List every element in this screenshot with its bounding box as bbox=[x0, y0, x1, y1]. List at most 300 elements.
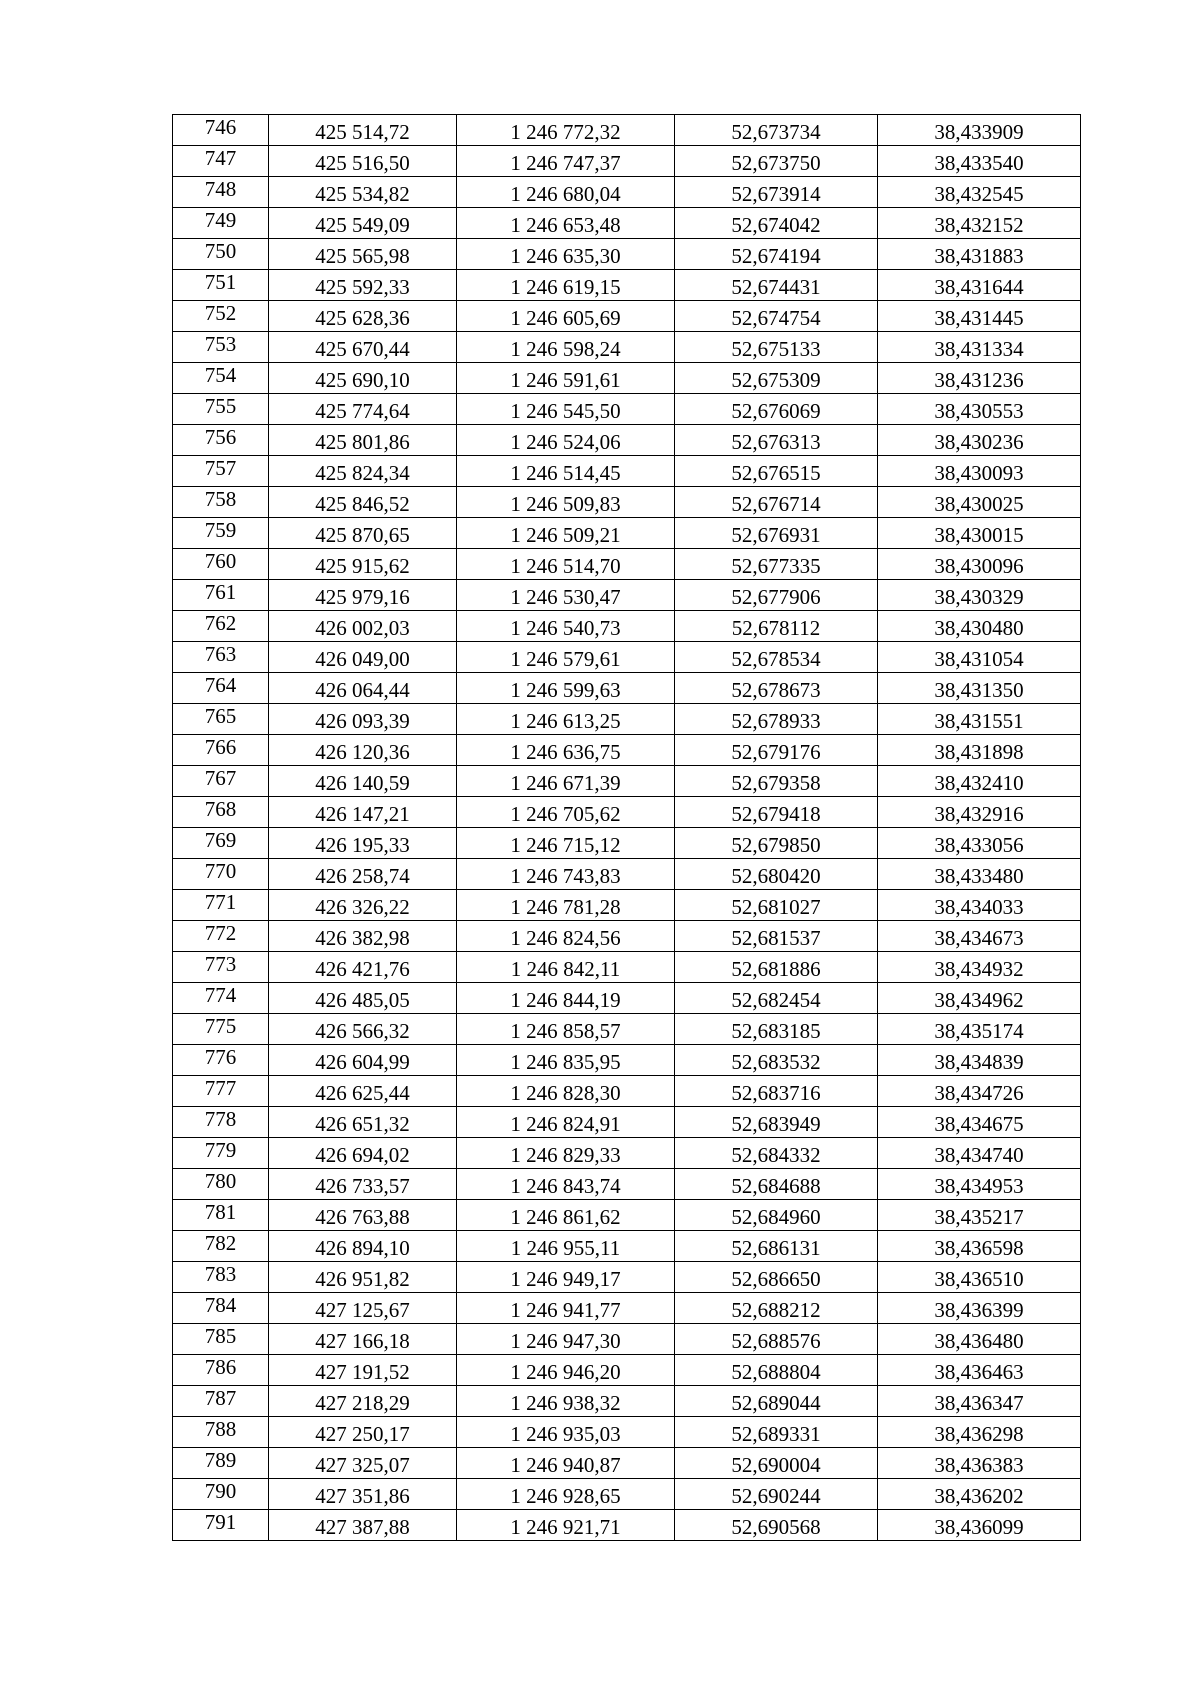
x-coordinate-value: 425 846,52 bbox=[315, 492, 410, 516]
x-coordinate-value: 425 514,72 bbox=[315, 120, 410, 144]
y-coordinate-cell bbox=[457, 859, 675, 890]
longitude-value: 38,434962 bbox=[934, 988, 1024, 1012]
latitude-value: 52,679418 bbox=[731, 802, 821, 826]
longitude-value: 38,430553 bbox=[934, 399, 1024, 423]
point-number-value: 782 bbox=[204, 1231, 237, 1255]
point-number-value: 769 bbox=[204, 828, 237, 852]
longitude-value: 38,436099 bbox=[934, 1515, 1024, 1539]
x-coordinate-cell bbox=[269, 735, 457, 766]
x-coordinate-cell bbox=[269, 177, 457, 208]
x-coordinate-value: 425 628,36 bbox=[315, 306, 410, 330]
y-coordinate-cell bbox=[457, 363, 675, 394]
x-coordinate-cell bbox=[269, 673, 457, 704]
y-coordinate-value: 1 246 653,48 bbox=[510, 213, 621, 237]
x-coordinate-cell bbox=[269, 425, 457, 456]
point-number-value: 780 bbox=[204, 1169, 237, 1193]
y-coordinate-cell bbox=[457, 1200, 675, 1231]
longitude-cell bbox=[878, 1355, 1081, 1386]
x-coordinate-cell bbox=[269, 580, 457, 611]
latitude-cell bbox=[675, 425, 878, 456]
longitude-cell bbox=[878, 1324, 1081, 1355]
point-number-cell bbox=[173, 549, 269, 580]
y-coordinate-value: 1 246 599,63 bbox=[510, 678, 621, 702]
y-coordinate-value: 1 246 705,62 bbox=[510, 802, 621, 826]
y-coordinate-cell bbox=[457, 611, 675, 642]
x-coordinate-value: 427 125,67 bbox=[315, 1298, 410, 1322]
longitude-cell bbox=[878, 642, 1081, 673]
longitude-value: 38,431644 bbox=[934, 275, 1024, 299]
point-number-value: 750 bbox=[204, 239, 237, 263]
x-coordinate-cell bbox=[269, 1014, 457, 1045]
latitude-cell bbox=[675, 1386, 878, 1417]
longitude-cell bbox=[878, 1045, 1081, 1076]
point-number-cell bbox=[173, 1417, 269, 1448]
point-number-value: 774 bbox=[204, 983, 237, 1007]
longitude-cell bbox=[878, 270, 1081, 301]
table-row bbox=[173, 270, 1081, 301]
point-number-cell bbox=[173, 1014, 269, 1045]
latitude-cell bbox=[675, 518, 878, 549]
point-number-cell bbox=[173, 270, 269, 301]
point-number-value: 748 bbox=[204, 177, 237, 201]
longitude-value: 38,436480 bbox=[934, 1329, 1024, 1353]
x-coordinate-cell bbox=[269, 1510, 457, 1541]
x-coordinate-value: 426 894,10 bbox=[315, 1236, 410, 1260]
longitude-cell bbox=[878, 518, 1081, 549]
x-coordinate-cell bbox=[269, 1169, 457, 1200]
latitude-cell bbox=[675, 1231, 878, 1262]
longitude-cell bbox=[878, 1448, 1081, 1479]
latitude-value: 52,678673 bbox=[731, 678, 821, 702]
table-row bbox=[173, 1324, 1081, 1355]
point-number-value: 764 bbox=[204, 673, 237, 697]
point-number-value: 776 bbox=[204, 1045, 237, 1069]
longitude-cell bbox=[878, 363, 1081, 394]
longitude-cell bbox=[878, 704, 1081, 735]
x-coordinate-value: 426 733,57 bbox=[315, 1174, 410, 1198]
y-coordinate-value: 1 246 514,70 bbox=[510, 554, 621, 578]
point-number-value: 773 bbox=[204, 952, 237, 976]
y-coordinate-value: 1 246 772,32 bbox=[510, 120, 621, 144]
point-number-value: 747 bbox=[204, 146, 237, 170]
longitude-value: 38,436347 bbox=[934, 1391, 1024, 1415]
point-number-cell bbox=[173, 363, 269, 394]
point-number-value: 768 bbox=[204, 797, 237, 821]
longitude-cell bbox=[878, 952, 1081, 983]
table-row bbox=[173, 952, 1081, 983]
x-coordinate-cell bbox=[269, 704, 457, 735]
x-coordinate-cell bbox=[269, 332, 457, 363]
table-row bbox=[173, 1510, 1081, 1541]
x-coordinate-value: 425 801,86 bbox=[315, 430, 410, 454]
longitude-value: 38,436202 bbox=[934, 1484, 1024, 1508]
latitude-value: 52,676714 bbox=[731, 492, 821, 516]
latitude-cell bbox=[675, 1200, 878, 1231]
point-number-cell bbox=[173, 735, 269, 766]
table-row bbox=[173, 177, 1081, 208]
x-coordinate-cell bbox=[269, 146, 457, 177]
longitude-value: 38,433540 bbox=[934, 151, 1024, 175]
y-coordinate-value: 1 246 530,47 bbox=[510, 585, 621, 609]
longitude-value: 38,434033 bbox=[934, 895, 1024, 919]
longitude-cell bbox=[878, 766, 1081, 797]
latitude-value: 52,690244 bbox=[731, 1484, 821, 1508]
longitude-cell bbox=[878, 332, 1081, 363]
point-number-value: 771 bbox=[204, 890, 237, 914]
y-coordinate-cell bbox=[457, 673, 675, 704]
longitude-value: 38,432916 bbox=[934, 802, 1024, 826]
latitude-value: 52,678112 bbox=[731, 616, 821, 640]
point-number-value: 759 bbox=[204, 518, 237, 542]
longitude-value: 38,430025 bbox=[934, 492, 1024, 516]
point-number-cell bbox=[173, 1386, 269, 1417]
longitude-cell bbox=[878, 797, 1081, 828]
x-coordinate-value: 426 382,98 bbox=[315, 926, 410, 950]
longitude-cell bbox=[878, 1417, 1081, 1448]
x-coordinate-cell bbox=[269, 828, 457, 859]
x-coordinate-cell bbox=[269, 487, 457, 518]
latitude-cell bbox=[675, 1355, 878, 1386]
point-number-cell bbox=[173, 1262, 269, 1293]
table-row bbox=[173, 642, 1081, 673]
table-row bbox=[173, 890, 1081, 921]
y-coordinate-value: 1 246 514,45 bbox=[510, 461, 621, 485]
latitude-cell bbox=[675, 115, 878, 146]
latitude-value: 52,677906 bbox=[731, 585, 821, 609]
longitude-cell bbox=[878, 859, 1081, 890]
y-coordinate-value: 1 246 635,30 bbox=[510, 244, 621, 268]
latitude-cell bbox=[675, 1169, 878, 1200]
longitude-value: 38,430015 bbox=[934, 523, 1024, 547]
latitude-value: 52,675309 bbox=[731, 368, 821, 392]
latitude-cell bbox=[675, 921, 878, 952]
y-coordinate-value: 1 246 509,21 bbox=[510, 523, 621, 547]
point-number-value: 755 bbox=[204, 394, 237, 418]
table-row bbox=[173, 394, 1081, 425]
x-coordinate-value: 426 120,36 bbox=[315, 740, 410, 764]
x-coordinate-cell bbox=[269, 1231, 457, 1262]
y-coordinate-cell bbox=[457, 549, 675, 580]
latitude-cell bbox=[675, 1417, 878, 1448]
y-coordinate-value: 1 246 940,87 bbox=[510, 1453, 621, 1477]
x-coordinate-cell bbox=[269, 1293, 457, 1324]
y-coordinate-cell bbox=[457, 1231, 675, 1262]
point-number-cell bbox=[173, 580, 269, 611]
latitude-cell bbox=[675, 363, 878, 394]
x-coordinate-value: 426 651,32 bbox=[315, 1112, 410, 1136]
point-number-value: 784 bbox=[204, 1293, 237, 1317]
latitude-cell bbox=[675, 735, 878, 766]
longitude-value: 38,432545 bbox=[934, 182, 1024, 206]
x-coordinate-cell bbox=[269, 549, 457, 580]
latitude-cell bbox=[675, 1138, 878, 1169]
point-number-value: 763 bbox=[204, 642, 237, 666]
latitude-cell bbox=[675, 983, 878, 1014]
longitude-cell bbox=[878, 115, 1081, 146]
y-coordinate-value: 1 246 824,56 bbox=[510, 926, 621, 950]
point-number-cell bbox=[173, 1138, 269, 1169]
table-row bbox=[173, 797, 1081, 828]
y-coordinate-cell bbox=[457, 425, 675, 456]
x-coordinate-value: 426 485,05 bbox=[315, 988, 410, 1012]
latitude-cell bbox=[675, 766, 878, 797]
y-coordinate-value: 1 246 680,04 bbox=[510, 182, 621, 206]
point-number-value: 760 bbox=[204, 549, 237, 573]
y-coordinate-value: 1 246 747,37 bbox=[510, 151, 621, 175]
x-coordinate-value: 426 421,76 bbox=[315, 957, 410, 981]
table-row bbox=[173, 363, 1081, 394]
longitude-value: 38,430093 bbox=[934, 461, 1024, 485]
latitude-cell bbox=[675, 1510, 878, 1541]
coordinates-table bbox=[172, 114, 1081, 1541]
latitude-cell bbox=[675, 642, 878, 673]
y-coordinate-cell bbox=[457, 239, 675, 270]
latitude-value: 52,677335 bbox=[731, 554, 821, 578]
y-coordinate-cell bbox=[457, 1417, 675, 1448]
x-coordinate-value: 427 218,29 bbox=[315, 1391, 410, 1415]
y-coordinate-cell bbox=[457, 518, 675, 549]
latitude-cell bbox=[675, 208, 878, 239]
table-row bbox=[173, 146, 1081, 177]
latitude-value: 52,684332 bbox=[731, 1143, 821, 1167]
point-number-value: 754 bbox=[204, 363, 237, 387]
y-coordinate-cell bbox=[457, 115, 675, 146]
x-coordinate-cell bbox=[269, 301, 457, 332]
point-number-cell bbox=[173, 673, 269, 704]
latitude-cell bbox=[675, 1014, 878, 1045]
x-coordinate-value: 425 979,16 bbox=[315, 585, 410, 609]
longitude-cell bbox=[878, 1293, 1081, 1324]
point-number-value: 788 bbox=[204, 1417, 237, 1441]
point-number-cell bbox=[173, 1107, 269, 1138]
longitude-cell bbox=[878, 983, 1081, 1014]
x-coordinate-value: 426 002,03 bbox=[315, 616, 410, 640]
point-number-value: 746 bbox=[204, 115, 237, 139]
x-coordinate-cell bbox=[269, 208, 457, 239]
x-coordinate-cell bbox=[269, 1479, 457, 1510]
longitude-cell bbox=[878, 177, 1081, 208]
longitude-cell bbox=[878, 828, 1081, 859]
longitude-cell bbox=[878, 1169, 1081, 1200]
y-coordinate-cell bbox=[457, 952, 675, 983]
y-coordinate-value: 1 246 941,77 bbox=[510, 1298, 621, 1322]
latitude-cell bbox=[675, 177, 878, 208]
y-coordinate-value: 1 246 835,95 bbox=[510, 1050, 621, 1074]
latitude-value: 52,686650 bbox=[731, 1267, 821, 1291]
longitude-value: 38,436510 bbox=[934, 1267, 1024, 1291]
x-coordinate-cell bbox=[269, 394, 457, 425]
longitude-value: 38,431350 bbox=[934, 678, 1024, 702]
table-row bbox=[173, 239, 1081, 270]
longitude-value: 38,434953 bbox=[934, 1174, 1024, 1198]
point-number-cell bbox=[173, 1448, 269, 1479]
x-coordinate-value: 425 870,65 bbox=[315, 523, 410, 547]
latitude-cell bbox=[675, 394, 878, 425]
longitude-value: 38,431334 bbox=[934, 337, 1024, 361]
longitude-cell bbox=[878, 611, 1081, 642]
x-coordinate-cell bbox=[269, 983, 457, 1014]
point-number-value: 767 bbox=[204, 766, 237, 790]
latitude-value: 52,678534 bbox=[731, 647, 821, 671]
y-coordinate-cell bbox=[457, 208, 675, 239]
latitude-cell bbox=[675, 611, 878, 642]
x-coordinate-cell bbox=[269, 797, 457, 828]
point-number-cell bbox=[173, 456, 269, 487]
point-number-value: 786 bbox=[204, 1355, 237, 1379]
latitude-value: 52,689044 bbox=[731, 1391, 821, 1415]
latitude-cell bbox=[675, 1262, 878, 1293]
longitude-value: 38,432152 bbox=[934, 213, 1024, 237]
table-row bbox=[173, 1169, 1081, 1200]
x-coordinate-cell bbox=[269, 1107, 457, 1138]
longitude-cell bbox=[878, 1231, 1081, 1262]
y-coordinate-cell bbox=[457, 1479, 675, 1510]
y-coordinate-value: 1 246 935,03 bbox=[510, 1422, 621, 1446]
y-coordinate-value: 1 246 613,25 bbox=[510, 709, 621, 733]
table-row bbox=[173, 1386, 1081, 1417]
y-coordinate-value: 1 246 844,19 bbox=[510, 988, 621, 1012]
longitude-value: 38,430236 bbox=[934, 430, 1024, 454]
point-number-value: 777 bbox=[204, 1076, 237, 1100]
point-number-value: 789 bbox=[204, 1448, 237, 1472]
y-coordinate-value: 1 246 861,62 bbox=[510, 1205, 621, 1229]
point-number-cell bbox=[173, 952, 269, 983]
point-number-value: 783 bbox=[204, 1262, 237, 1286]
y-coordinate-value: 1 246 540,73 bbox=[510, 616, 621, 640]
point-number-value: 752 bbox=[204, 301, 237, 325]
latitude-value: 52,684960 bbox=[731, 1205, 821, 1229]
longitude-cell bbox=[878, 1479, 1081, 1510]
longitude-value: 38,436298 bbox=[934, 1422, 1024, 1446]
latitude-value: 52,676069 bbox=[731, 399, 821, 423]
point-number-cell bbox=[173, 611, 269, 642]
table-row bbox=[173, 301, 1081, 332]
latitude-cell bbox=[675, 301, 878, 332]
y-coordinate-cell bbox=[457, 1107, 675, 1138]
table-row bbox=[173, 518, 1081, 549]
longitude-value: 38,433909 bbox=[934, 120, 1024, 144]
y-coordinate-value: 1 246 824,91 bbox=[510, 1112, 621, 1136]
y-coordinate-cell bbox=[457, 735, 675, 766]
latitude-cell bbox=[675, 1076, 878, 1107]
y-coordinate-cell bbox=[457, 704, 675, 735]
latitude-value: 52,679176 bbox=[731, 740, 821, 764]
x-coordinate-value: 426 195,33 bbox=[315, 833, 410, 857]
y-coordinate-value: 1 246 843,74 bbox=[510, 1174, 621, 1198]
x-coordinate-value: 426 566,32 bbox=[315, 1019, 410, 1043]
y-coordinate-cell bbox=[457, 301, 675, 332]
latitude-value: 52,679850 bbox=[731, 833, 821, 857]
table-row bbox=[173, 673, 1081, 704]
x-coordinate-value: 426 625,44 bbox=[315, 1081, 410, 1105]
latitude-cell bbox=[675, 797, 878, 828]
y-coordinate-value: 1 246 715,12 bbox=[510, 833, 621, 857]
latitude-cell bbox=[675, 1045, 878, 1076]
y-coordinate-cell bbox=[457, 890, 675, 921]
longitude-value: 38,431445 bbox=[934, 306, 1024, 330]
table-row bbox=[173, 1138, 1081, 1169]
latitude-value: 52,679358 bbox=[731, 771, 821, 795]
point-number-cell bbox=[173, 1231, 269, 1262]
x-coordinate-cell bbox=[269, 239, 457, 270]
longitude-value: 38,434839 bbox=[934, 1050, 1024, 1074]
y-coordinate-cell bbox=[457, 1045, 675, 1076]
point-number-value: 761 bbox=[204, 580, 237, 604]
longitude-value: 38,434932 bbox=[934, 957, 1024, 981]
longitude-value: 38,431551 bbox=[934, 709, 1024, 733]
latitude-value: 52,676931 bbox=[731, 523, 821, 547]
point-number-cell bbox=[173, 890, 269, 921]
latitude-cell bbox=[675, 456, 878, 487]
y-coordinate-value: 1 246 947,30 bbox=[510, 1329, 621, 1353]
table-row bbox=[173, 611, 1081, 642]
latitude-value: 52,688212 bbox=[731, 1298, 821, 1322]
latitude-value: 52,681027 bbox=[731, 895, 821, 919]
y-coordinate-cell bbox=[457, 642, 675, 673]
y-coordinate-cell bbox=[457, 1262, 675, 1293]
point-number-value: 749 bbox=[204, 208, 237, 232]
y-coordinate-cell bbox=[457, 580, 675, 611]
y-coordinate-value: 1 246 591,61 bbox=[510, 368, 621, 392]
longitude-cell bbox=[878, 1014, 1081, 1045]
point-number-cell bbox=[173, 797, 269, 828]
longitude-value: 38,436383 bbox=[934, 1453, 1024, 1477]
longitude-value: 38,434673 bbox=[934, 926, 1024, 950]
x-coordinate-value: 426 763,88 bbox=[315, 1205, 410, 1229]
x-coordinate-cell bbox=[269, 611, 457, 642]
x-coordinate-value: 425 915,62 bbox=[315, 554, 410, 578]
x-coordinate-value: 426 093,39 bbox=[315, 709, 410, 733]
longitude-cell bbox=[878, 1200, 1081, 1231]
longitude-value: 38,431898 bbox=[934, 740, 1024, 764]
latitude-value: 52,673914 bbox=[731, 182, 821, 206]
latitude-value: 52,678933 bbox=[731, 709, 821, 733]
longitude-cell bbox=[878, 1386, 1081, 1417]
longitude-cell bbox=[878, 735, 1081, 766]
longitude-cell bbox=[878, 1138, 1081, 1169]
latitude-cell bbox=[675, 332, 878, 363]
longitude-value: 38,434726 bbox=[934, 1081, 1024, 1105]
x-coordinate-cell bbox=[269, 642, 457, 673]
table-row bbox=[173, 1417, 1081, 1448]
x-coordinate-value: 427 191,52 bbox=[315, 1360, 410, 1384]
x-coordinate-value: 425 592,33 bbox=[315, 275, 410, 299]
y-coordinate-value: 1 246 938,32 bbox=[510, 1391, 621, 1415]
latitude-value: 52,676515 bbox=[731, 461, 821, 485]
y-coordinate-value: 1 246 671,39 bbox=[510, 771, 621, 795]
y-coordinate-cell bbox=[457, 1014, 675, 1045]
table-row bbox=[173, 1262, 1081, 1293]
table-row bbox=[173, 115, 1081, 146]
longitude-cell bbox=[878, 146, 1081, 177]
table-row bbox=[173, 735, 1081, 766]
y-coordinate-value: 1 246 928,65 bbox=[510, 1484, 621, 1508]
latitude-value: 52,683716 bbox=[731, 1081, 821, 1105]
latitude-cell bbox=[675, 1324, 878, 1355]
x-coordinate-value: 427 387,88 bbox=[315, 1515, 410, 1539]
table-row bbox=[173, 828, 1081, 859]
x-coordinate-cell bbox=[269, 1138, 457, 1169]
y-coordinate-cell bbox=[457, 797, 675, 828]
x-coordinate-value: 426 064,44 bbox=[315, 678, 410, 702]
latitude-value: 52,682454 bbox=[731, 988, 821, 1012]
latitude-value: 52,689331 bbox=[731, 1422, 821, 1446]
point-number-cell bbox=[173, 704, 269, 735]
point-number-value: 770 bbox=[204, 859, 237, 883]
x-coordinate-value: 425 774,64 bbox=[315, 399, 410, 423]
latitude-value: 52,690004 bbox=[731, 1453, 821, 1477]
latitude-cell bbox=[675, 952, 878, 983]
